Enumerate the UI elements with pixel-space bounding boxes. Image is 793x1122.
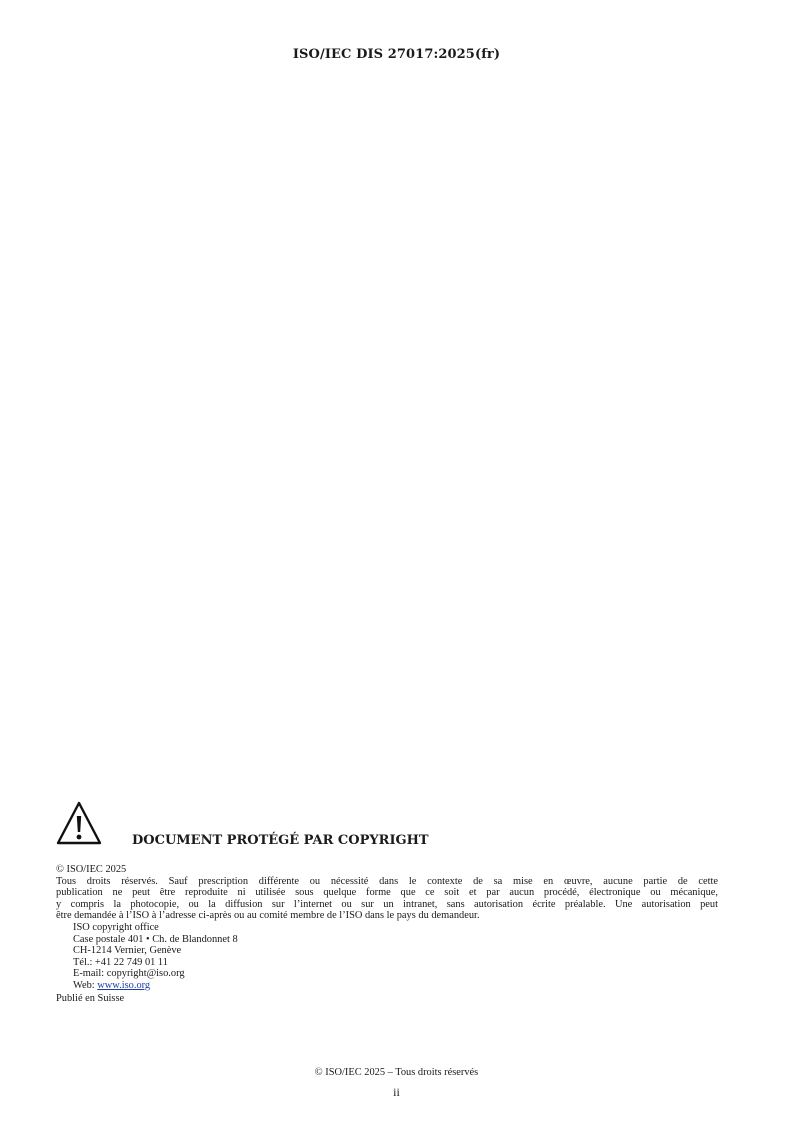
web-link[interactable]: www.iso.org xyxy=(97,979,151,991)
copyright-body-line: être demandée à l’ISO à l’adresse ci-après ou au comité membre de l’ISO dans le pays du demandeur. xyxy=(56,910,480,922)
copyright-title: DOCUMENT PROTÉGÉ PAR COPYRIGHT xyxy=(132,833,429,848)
page-number: ii xyxy=(393,1085,400,1099)
address-email: E-mail: copyright@iso.org xyxy=(73,968,185,980)
warning-triangle-icon xyxy=(56,800,102,846)
address-phone: Tél.: +41 22 749 01 11 xyxy=(73,956,168,968)
copyright-notice xyxy=(56,800,718,1004)
copyright-heading-row xyxy=(56,800,718,852)
address-web xyxy=(73,980,718,992)
copyright-body xyxy=(56,876,718,922)
web-label: Web: xyxy=(73,979,98,991)
footer-copyright: © ISO/IEC 2025 – Tous droits réservés xyxy=(314,1067,479,1078)
copyright-body-line: publication ne peut être reproduite ni utilisée sous quelque forme que ce soit et par aucun procédé, électronique ou mécanique, xyxy=(56,887,718,899)
iso-address xyxy=(73,922,718,992)
address-postal: Case postale 401 • Ch. de Blandonnet 8 xyxy=(73,933,238,945)
published-in: Publié en Suisse xyxy=(56,992,125,1004)
document-reference: ISO/IEC DIS 27017:2025(fr) xyxy=(292,47,501,62)
address-city: CH-1214 Vernier, Genève xyxy=(73,945,182,957)
copyright-line: © ISO/IEC 2025 xyxy=(56,864,127,875)
copyright-body-line: y compris la photocopie, ou la diffusion sur l’internet ou sur un intranet, sans autorisation écrite préalable. Une autorisation peut xyxy=(56,898,718,910)
address-office: ISO copyright office xyxy=(73,921,159,933)
copyright-body-line: Tous droits réservés. Sauf prescription différente ou nécessité dans le contexte de sa mise en œuvre, aucune partie de cette xyxy=(56,875,718,887)
